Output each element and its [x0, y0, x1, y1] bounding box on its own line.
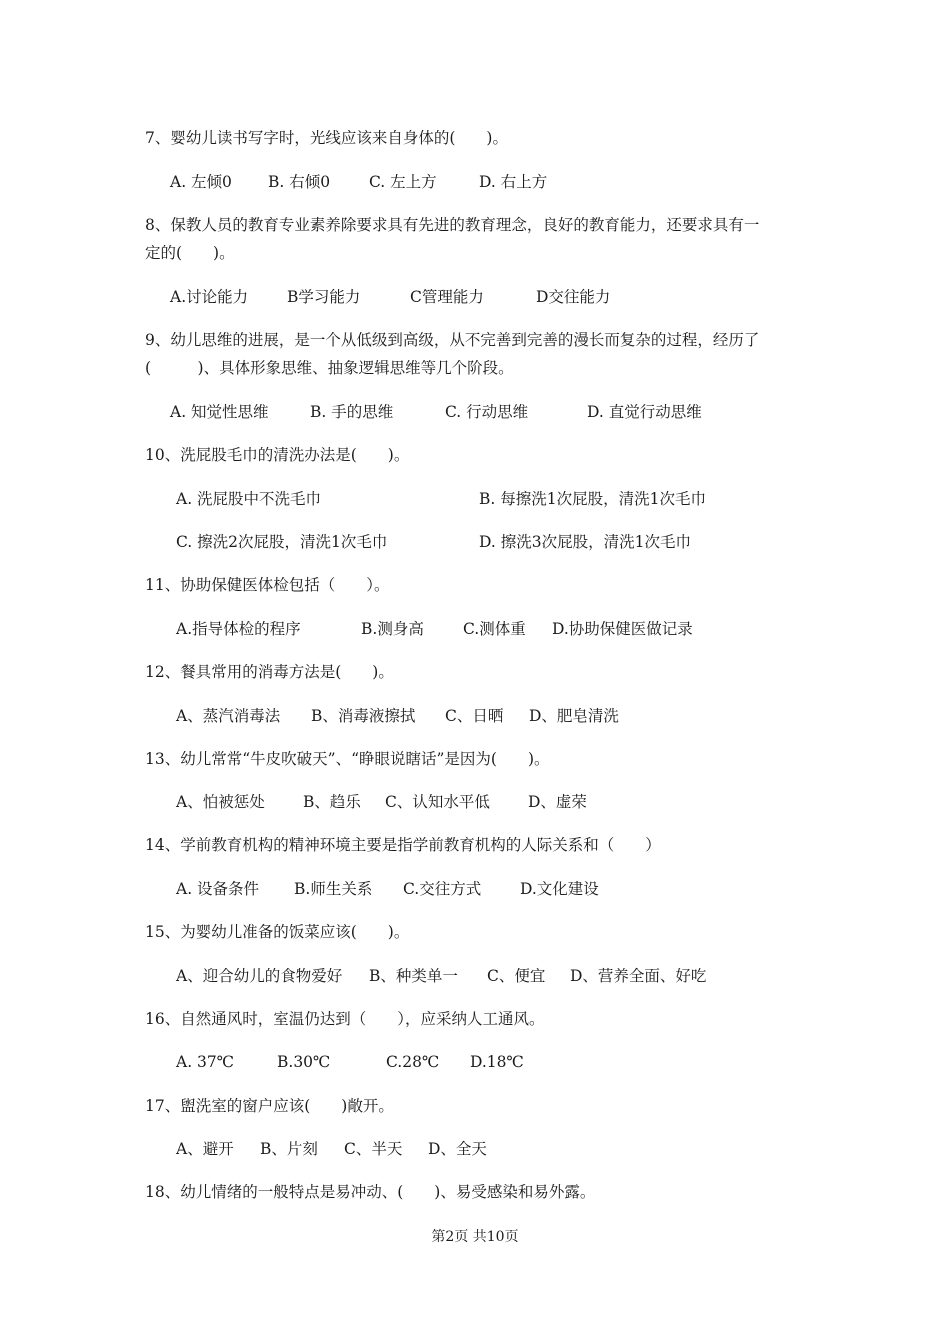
question-16-stem: 16、自然通风时，室温仍达到（ ），应采纳人工通风。 — [145, 1010, 545, 1028]
question-13-option-b: B、趋乐 — [303, 793, 361, 811]
question-13-option-d: D、虚荣 — [528, 793, 587, 811]
question-7-stem: 7、婴幼儿读书写字时，光线应该来自身体的( )。 — [145, 129, 508, 147]
question-16-option-c: C.28℃ — [386, 1053, 440, 1071]
question-12-stem: 12、餐具常用的消毒方法是( )。 — [145, 663, 394, 681]
question-16-option-a: A. 37℃ — [176, 1053, 235, 1071]
question-8-stem: 8、保教人员的教育专业素养除要求具有先进的教育理念，良好的教育能力，还要求具有一 — [145, 216, 760, 234]
question-10-option-d: D. 擦洗3次屁股，清洗1次毛巾 — [479, 533, 691, 551]
question-7-option-c: C. 左上方 — [369, 173, 437, 191]
question-9-stem-cont: ( )、具体形象思维、抽象逻辑思维等几个阶段。 — [145, 359, 514, 377]
question-10-option-c: C. 擦洗2次屁股，清洗1次毛巾 — [176, 533, 388, 551]
question-17-option-a: A、避开 — [176, 1140, 234, 1158]
question-16-option-b: B.30℃ — [277, 1053, 331, 1071]
page-number: 第2页 共10页 — [431, 1229, 519, 1245]
question-11-option-a: A.指导体检的程序 — [176, 620, 301, 638]
question-11-option-b: B.测身高 — [361, 620, 424, 638]
question-12-option-d: D、肥皂清洗 — [529, 707, 619, 725]
question-15-option-d: D、营养全面、好吃 — [570, 967, 707, 985]
question-7-option-a: A. 左倾0 — [170, 173, 232, 191]
question-13-option-c: C、认知水平低 — [385, 793, 490, 811]
question-8-option-d: D交往能力 — [536, 288, 611, 306]
question-10-option-b: B. 每擦洗1次屁股，清洗1次毛巾 — [479, 490, 706, 508]
question-14-option-c: C.交往方式 — [403, 880, 482, 898]
question-18-stem: 18、幼儿情绪的一般特点是易冲动、( )、易受感染和易外露。 — [145, 1183, 596, 1201]
question-15-stem: 15、为婴幼儿准备的饭菜应该( )。 — [145, 923, 410, 941]
question-10-stem: 10、洗屁股毛巾的清洗办法是( )。 — [145, 446, 410, 464]
question-15-option-b: B、种类单一 — [369, 967, 458, 985]
question-16-option-d: D.18℃ — [470, 1053, 524, 1071]
question-15-option-c: C、便宜 — [487, 967, 546, 985]
question-9-stem: 9、幼儿思维的进展，是一个从低级到高级，从不完善到完善的漫长而复杂的过程，经历了 — [145, 331, 760, 349]
question-8-option-c: C管理能力 — [410, 288, 484, 306]
question-7-option-b: B. 右倾0 — [268, 173, 331, 191]
question-10-option-a: A. 洗屁股中不洗毛巾 — [176, 490, 322, 508]
question-17-option-b: B、片刻 — [260, 1140, 318, 1158]
question-11-option-c: C.测体重 — [463, 620, 526, 638]
question-15-option-a: A、迎合幼儿的食物爱好 — [176, 967, 343, 985]
question-7-option-d: D. 右上方 — [479, 173, 548, 191]
question-13-option-a: A、怕被惩处 — [176, 793, 265, 811]
question-17-option-c: C、半天 — [344, 1140, 403, 1158]
question-14-stem: 14、学前教育机构的精神环境主要是指学前教育机构的人际关系和（ ） — [145, 836, 661, 854]
question-17-stem: 17、盥洗室的窗户应该( )敞开。 — [145, 1097, 394, 1115]
question-17-option-d: D、全天 — [428, 1140, 487, 1158]
question-12-option-b: B、消毒液擦拭 — [311, 707, 416, 725]
question-9-option-b: B. 手的思维 — [310, 403, 394, 421]
question-9-option-a: A. 知觉性思维 — [170, 403, 269, 421]
question-8-option-b: B学习能力 — [287, 288, 361, 306]
question-12-option-c: C、日晒 — [445, 707, 504, 725]
question-8-stem-cont: 定的( )。 — [145, 244, 235, 262]
question-9-option-c: C. 行动思维 — [445, 403, 529, 421]
question-9-option-d: D. 直觉行动思维 — [587, 403, 702, 421]
question-14-option-a: A. 设备条件 — [176, 880, 260, 898]
question-14-option-d: D.文化建设 — [520, 880, 599, 898]
question-11-option-d: D.协助保健医做记录 — [552, 620, 693, 638]
question-8-option-a: A.讨论能力 — [170, 288, 249, 306]
question-12-option-a: A、蒸汽消毒法 — [176, 707, 281, 725]
question-11-stem: 11、协助保健医体检包括（ ）。 — [145, 576, 390, 594]
question-14-option-b: B.师生关系 — [294, 880, 373, 898]
question-13-stem: 13、幼儿常常“牛皮吹破天”、“睁眼说瞎话”是因为( )。 — [145, 750, 550, 768]
